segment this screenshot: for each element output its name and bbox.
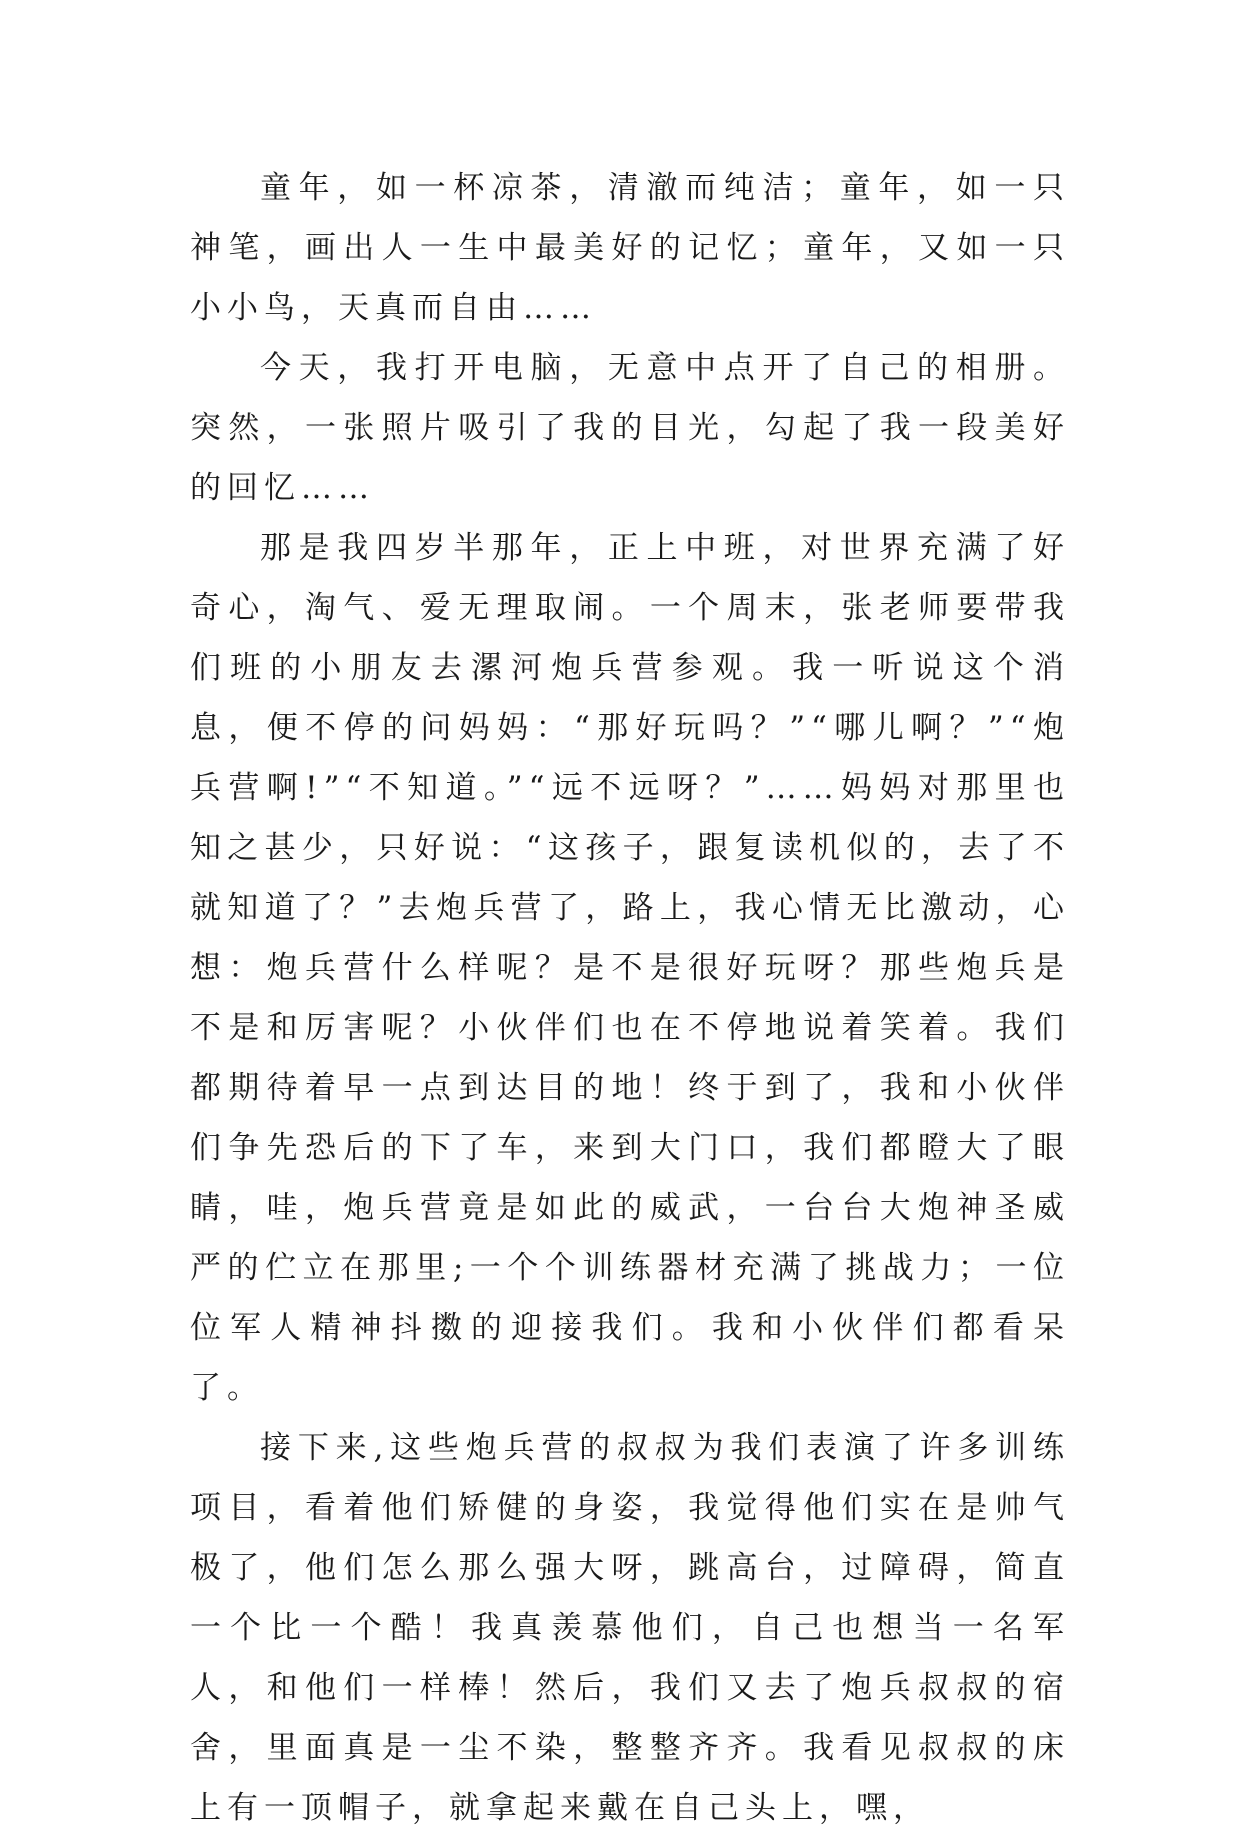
paragraph-4: 接下来,这些炮兵营的叔叔为我们表演了许多训练项目，看着他们矫健的身姿，我觉得他们实在是帅气极了，他们怎么那么强大呀，跳高台，过障碍，简直一个比一个酷！我真羡慕他们，自己也想当一名军人，和他们一样棒！然后，我们又去了炮兵叔叔的宿舍，里面真是一尘不染，整整齐齐。我看见叔叔的床上有一顶帽子，就拿起来戴在自己头上，嘿， xyxy=(190,1430,1070,1826)
paragraph-3: 那是我四岁半那年，正上中班，对世界充满了好奇心，淘气、爱无理取闹。一个周末，张老师要带我们班的小朋友去漯河炮兵营参观。我一听说这个消息，便不停的问妈妈：“那好玩吗？”“哪儿啊？”“炮兵营啊!”“不知道。”“远不远呀？”……妈妈对那里也知之甚少，只好说：“这孩子，跟复读机似的，去了不就知道了？”去炮兵营了，路上，我心情无比激动，心想：炮兵营什么样呢？是不是很好玩呀？那些炮兵是不是和厉害呢？小伙伴们也在不停地说着笑着。我们都期待着早一点到达目的地！终于到了，我和小伙伴们争先恐后的下了车，来到大门口，我们都瞪大了眼睛，哇，炮兵营竟是如此的威武，一台台大炮神圣威严的伫立在那里;一个个训练器材充满了挑战力；一位位军人精神抖擞的迎接我们。我和小伙伴们都看呆了。 xyxy=(190,530,1070,1406)
document-body xyxy=(190,158,1070,1838)
paragraph-2: 今天，我打开电脑，无意中点开了自己的相册。突然，一张照片吸引了我的目光，勾起了我一段美好的回忆…… xyxy=(190,350,1070,506)
paragraph-1: 童年，如一杯凉茶，清澈而纯洁；童年，如一只神笔，画出人一生中最美好的记忆；童年，又如一只小小鸟，天真而自由…… xyxy=(190,170,1070,326)
